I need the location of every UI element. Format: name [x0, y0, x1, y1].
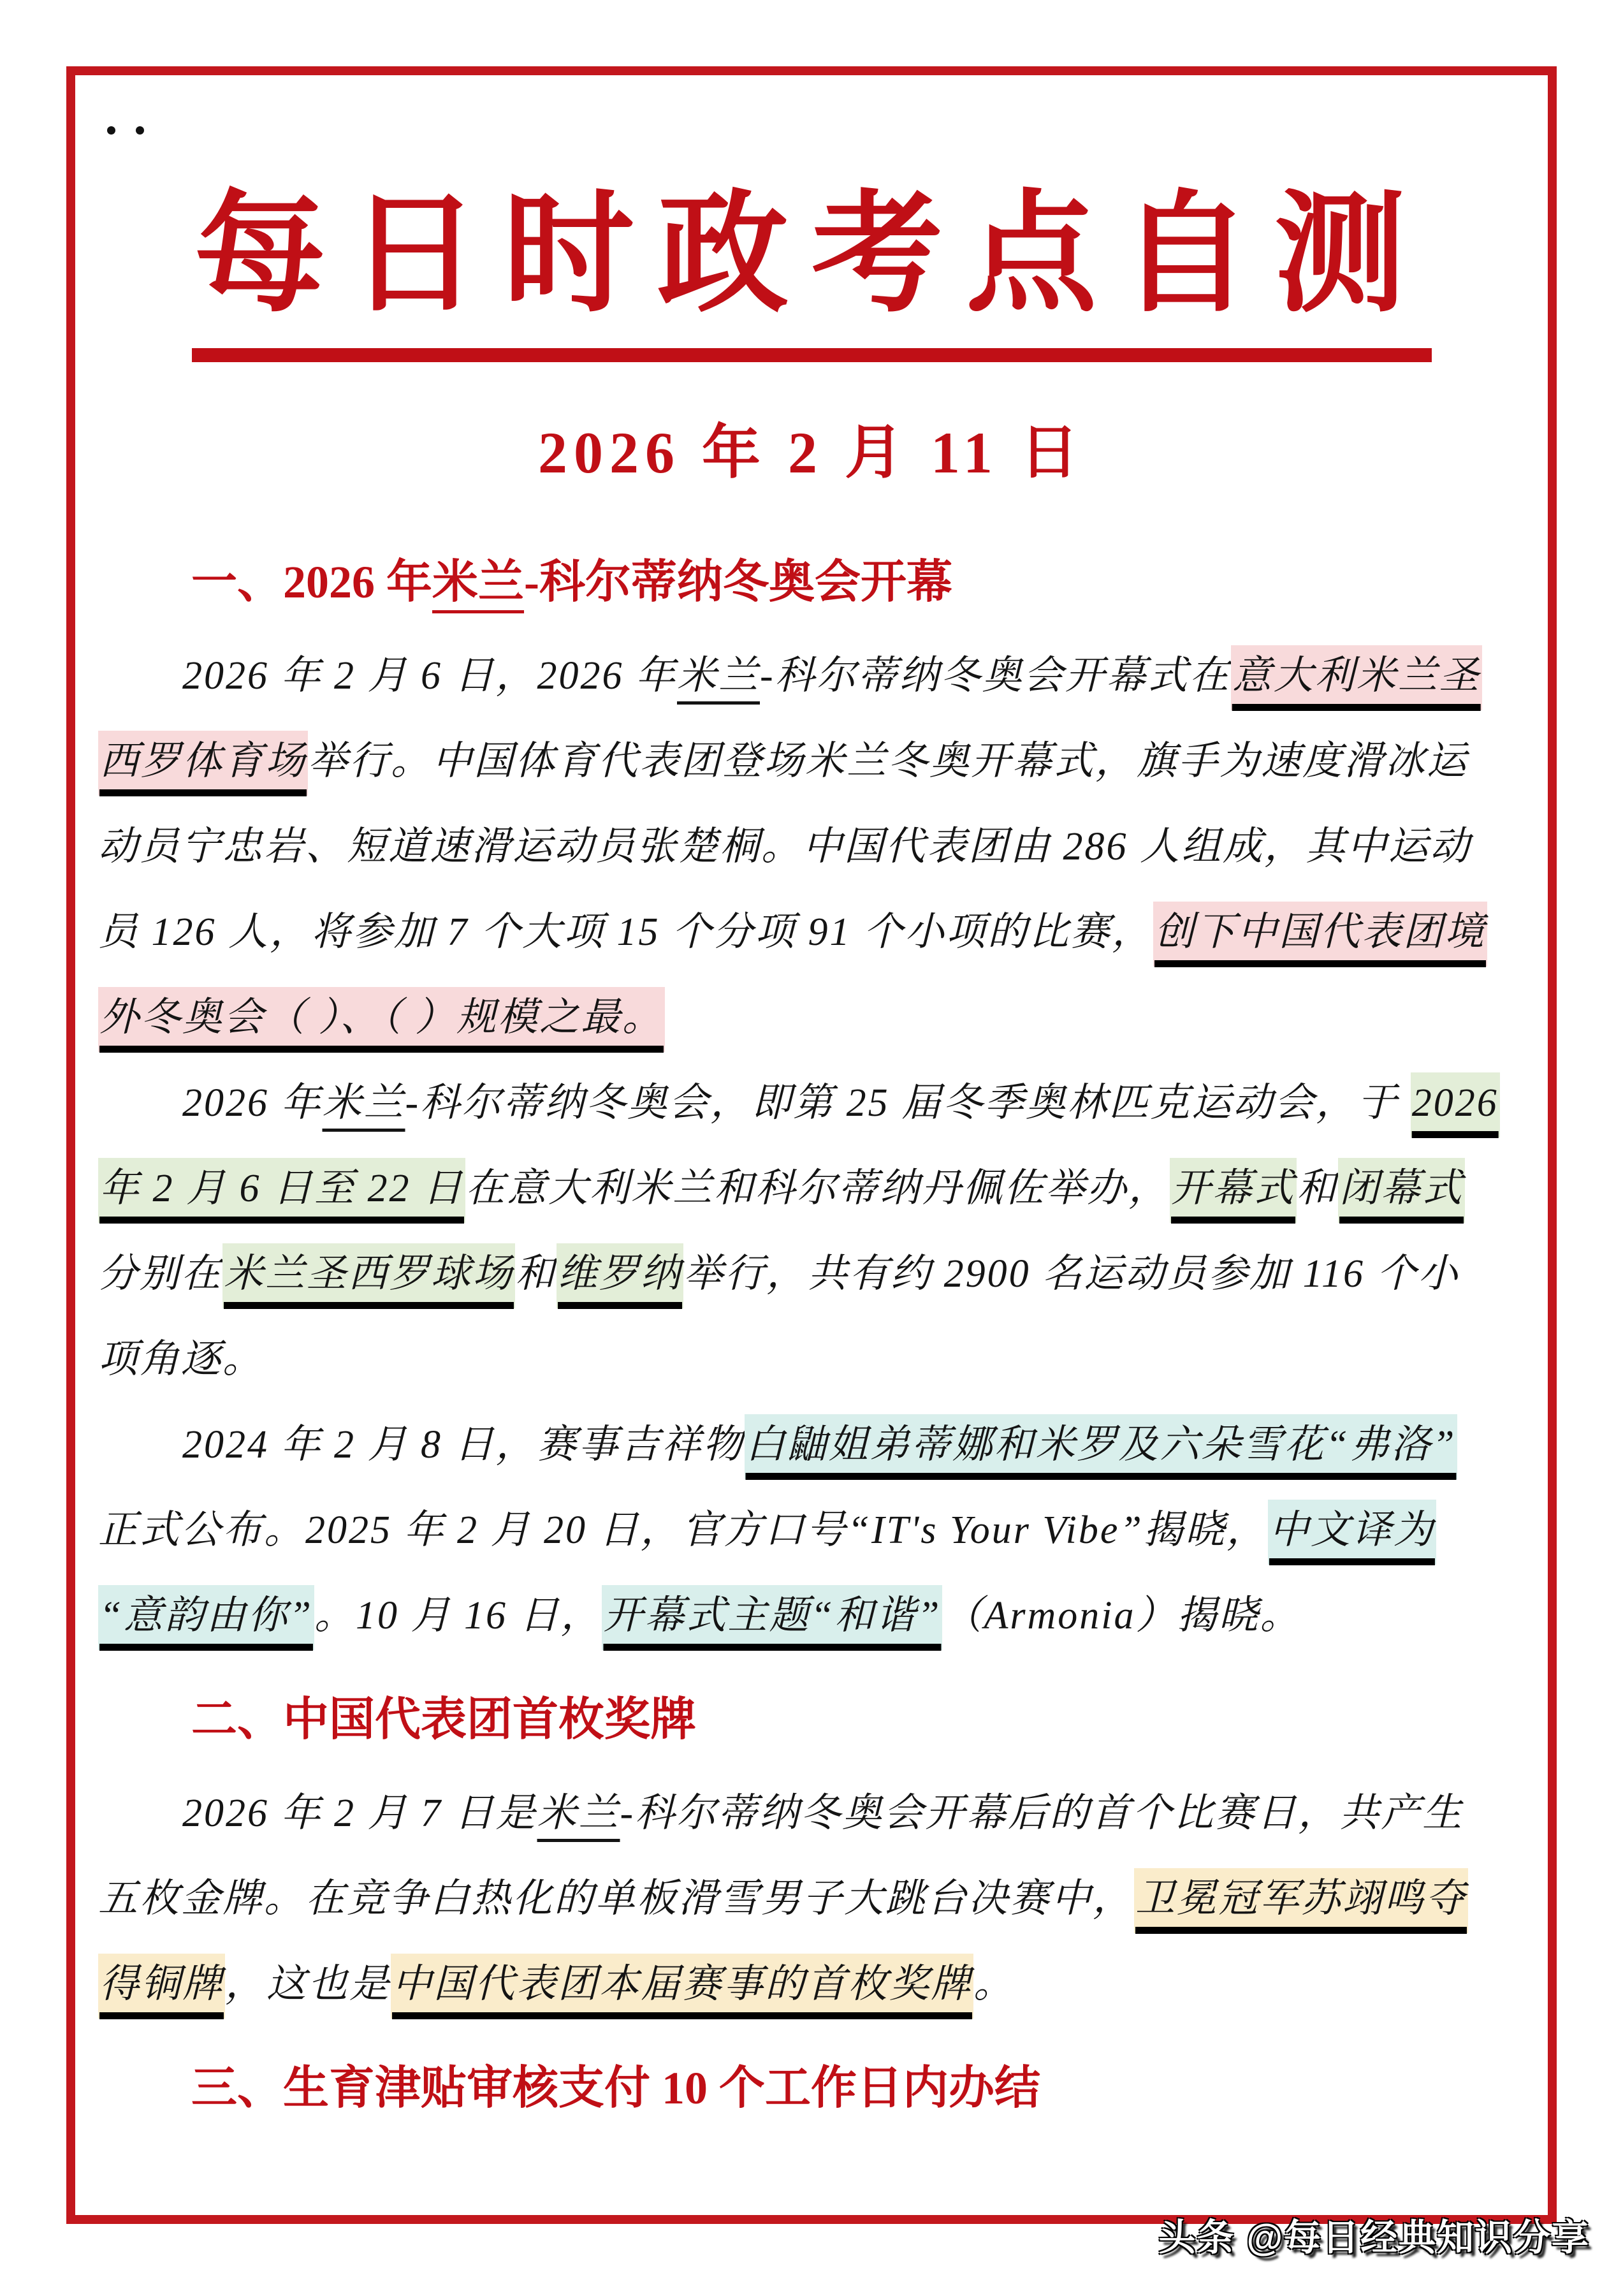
text-segment: 2026 年 2 月 6 日，2026 年 — [182, 654, 678, 698]
highlight-segment-green: 年 2 月 6 日至 22 日 — [98, 1158, 465, 1223]
highlight-segment-yellow: 中国代表团本届赛事的首枚奖牌 — [391, 1954, 973, 2019]
section-heading — [98, 2052, 1547, 2124]
proper-noun-underline: 米兰 — [432, 557, 525, 608]
text-line — [98, 1488, 1547, 1573]
text-segment: （Armonia）揭晓。 — [942, 1594, 1302, 1638]
text-segment: 员 126 人，将参加 7 个大项 15 个分项 91 个小项的比赛， — [98, 910, 1154, 954]
text-line — [98, 1771, 1547, 1856]
highlight-segment-yellow: 卫冕冠军苏翊鸣夺 — [1134, 1868, 1468, 1933]
highlight-segment-cyan: 白鼬姐弟蒂娜和米罗及六朵雪花“弗洛” — [745, 1414, 1458, 1479]
text-segment: 三、生育津贴审核支付 10 个工作日内办结 — [191, 2063, 1041, 2114]
section-heading — [98, 546, 1547, 618]
text-segment: 和 — [1297, 1167, 1339, 1211]
text-line — [98, 633, 1547, 719]
watermark: 头条 @每日经典知识分享 — [1158, 2217, 1590, 2258]
text-segment: 二、中国代表团首枚奖牌 — [191, 1694, 697, 1746]
text-line — [98, 719, 1547, 804]
page-title: 每日时政考点自测 — [194, 182, 1429, 328]
text-segment: 五枚金牌。在竞争白热化的单板滑雪男子大跳台决赛中， — [98, 1877, 1135, 1921]
text-segment: 举行。中国体育代表团登场米兰冬奥开幕式，旗手为速度滑冰运 — [308, 740, 1469, 784]
highlight-segment-pink: 意大利米兰圣 — [1231, 645, 1482, 710]
text-segment: 2024 年 2 月 8 日，赛事吉祥物 — [182, 1423, 745, 1467]
date-line: 2026 年 2 月 11 日 — [538, 420, 1085, 486]
text-line — [98, 1060, 1547, 1146]
text-line — [98, 1402, 1547, 1488]
text-segment: 和 — [515, 1252, 557, 1296]
text-segment: 分别在 — [98, 1252, 223, 1296]
text-segment: 。 — [973, 1963, 1015, 2007]
highlight-segment-green: 维罗纳 — [557, 1243, 683, 1308]
text-segment: -科尔蒂纳冬奥会，即第 25 届冬季奥林匹克运动会，于 — [405, 1081, 1411, 1125]
text-line — [98, 1856, 1547, 1941]
proper-noun-underline: 米兰 — [537, 1792, 620, 1836]
text-segment: 2026 年 — [182, 1081, 323, 1125]
text-line — [98, 804, 1547, 889]
text-line — [98, 889, 1547, 975]
text-segment: -科尔蒂纳冬奥会开幕 — [524, 557, 953, 608]
text-segment: ，这也是 — [225, 1963, 391, 2007]
proper-noun-underline: 米兰 — [322, 1081, 405, 1125]
highlight-segment-cyan: 开幕式主题“和谐” — [602, 1585, 942, 1650]
text-line — [98, 1146, 1547, 1231]
decorative-dots — [107, 126, 144, 135]
section-heading — [98, 1684, 1547, 1755]
highlight-segment-green: 闭幕式 — [1338, 1158, 1465, 1223]
text-line — [98, 1573, 1547, 1658]
text-segment: 动员宁忠岩、短道速滑运动员张楚桐。中国代表团由 286 人组成，其中运动 — [98, 825, 1472, 869]
text-line — [98, 975, 1547, 1060]
text-segment: 项角逐。 — [98, 1338, 265, 1382]
highlight-segment-cyan: 中文译为 — [1268, 1500, 1436, 1565]
highlight-segment-yellow: 得铜牌 — [98, 1954, 225, 2019]
text-segment: 举行，共有约 2900 名运动员参加 116 个小 — [683, 1252, 1460, 1296]
dot-icon — [107, 126, 115, 135]
proper-noun-underline: 米兰 — [677, 654, 761, 698]
highlight-segment-pink: 外冬奥会（ ）、（ ）规模之最。 — [98, 987, 665, 1052]
text-segment: -科尔蒂纳冬奥会开幕式在 — [760, 654, 1231, 698]
text-segment: 。10 月 16 日， — [314, 1594, 602, 1638]
text-line — [98, 1941, 1547, 2027]
content — [98, 546, 1547, 2124]
highlight-segment-green: 开幕式 — [1170, 1158, 1297, 1223]
highlight-segment-green: 2026 — [1411, 1072, 1500, 1137]
text-segment: 一、2026 年 — [191, 557, 433, 608]
highlight-segment-pink: 西罗体育场 — [98, 731, 308, 796]
text-segment: 在意大利米兰和科尔蒂纳丹佩佐举办， — [465, 1167, 1170, 1211]
highlight-segment-green: 米兰圣西罗球场 — [222, 1243, 515, 1308]
text-line — [98, 1231, 1547, 1317]
text-segment: 正式公布。2025 年 2 月 20 日，官方口号“IT's Your Vibe”揭晓， — [98, 1509, 1268, 1553]
highlight-segment-pink: 创下中国代表团境 — [1153, 902, 1487, 967]
text-segment: 2026 年 2 月 7 日是 — [182, 1792, 537, 1836]
dot-icon — [136, 126, 144, 135]
text-line — [98, 1317, 1547, 1402]
highlight-segment-cyan: “意韵由你” — [98, 1585, 314, 1650]
text-segment: -科尔蒂纳冬奥会开幕后的首个比赛日，共产生 — [620, 1792, 1464, 1836]
